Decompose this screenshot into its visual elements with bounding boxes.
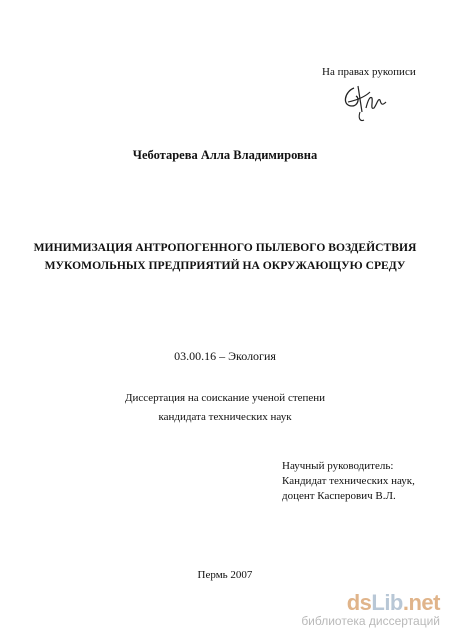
specialty-code: 03.00.16 – Экология xyxy=(174,349,276,363)
degree-line-2: кандидата технических наук xyxy=(158,411,292,423)
site-watermark xyxy=(301,592,440,628)
supervisor-block xyxy=(282,459,415,504)
supervisor-label: Научный руководитель: xyxy=(282,460,394,472)
supervisor-degree: Кандидат технических наук, xyxy=(282,475,415,487)
author-name: Чеботарева Алла Владимировна xyxy=(132,148,318,162)
watermark-tagline: библиотека диссертаций xyxy=(301,614,440,628)
watermark-logo: dsLib.net xyxy=(346,590,440,615)
handwritten-signature xyxy=(340,82,388,124)
supervisor-name: доцент Касперович В.Л. xyxy=(282,490,396,502)
title-line-1: МИНИМИЗАЦИЯ АНТРОПОГЕННОГО ПЫЛЕВОГО ВОЗДЕЙСТВИЯ xyxy=(33,241,417,254)
degree-line-1: Диссертация на соискание ученой степени xyxy=(124,392,326,404)
degree-statement xyxy=(0,389,450,427)
rights-note: На правах рукописи xyxy=(322,66,416,78)
city-year: Пермь 2007 xyxy=(197,569,253,581)
dissertation-title xyxy=(0,239,450,275)
title-line-2: МУКОМОЛЬНЫХ ПРЕДПРИЯТИЙ НА ОКРУЖАЮЩУЮ СРЕДУ xyxy=(44,259,406,272)
